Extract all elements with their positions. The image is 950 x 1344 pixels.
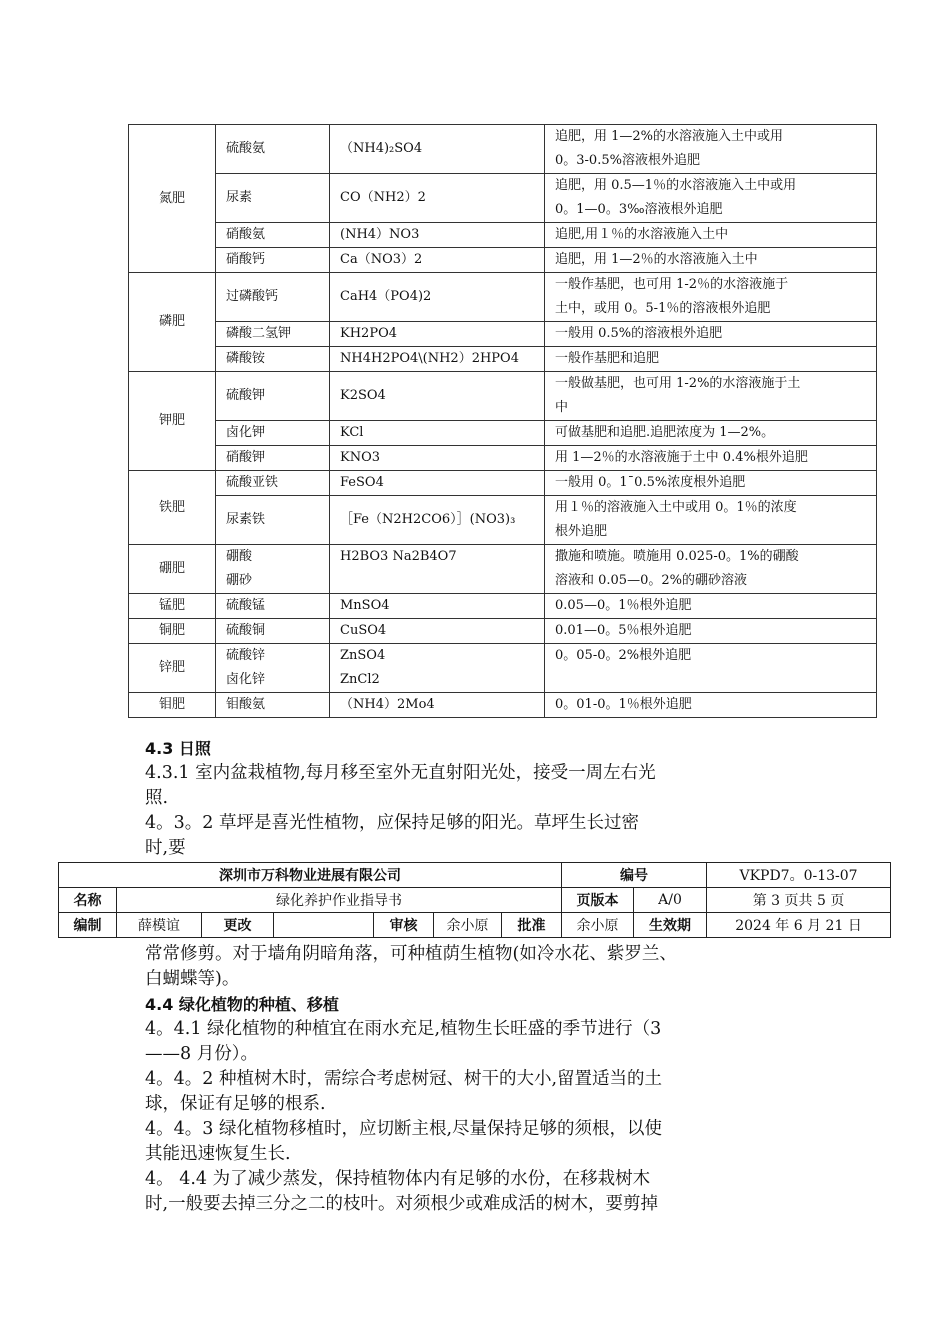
usage-description: 追肥,用１％的水溶液施入土中 — [545, 223, 877, 248]
change-label: 更改 — [202, 913, 274, 938]
review-label: 审核 — [374, 913, 434, 938]
paragraph-4-4-2: 4。4。2 种植树木时，需综合考虑树冠、树干的大小,留置适当的土 球，保证有足够的根系. — [145, 1069, 663, 1114]
usage-description: 一般做基肥，也可用 1-2%的水溶液施于土 中 — [545, 372, 877, 421]
fertilizer-name: 硫酸铜 — [216, 619, 330, 644]
chemical-formula: ［Fe（N2H2CO6）］(NO3)₃ — [330, 496, 545, 545]
chemical-formula: （NH4)₂SO4 — [330, 125, 545, 174]
chemical-formula: NH4H2PO4\(NH2）2HPO4 — [330, 347, 545, 372]
effective-label: 生效期 — [634, 913, 707, 938]
paragraph-4-4-3: 4。4。3 绿化植物移植时，应切断主根,尽量保持足够的须根，以使 其能迅速恢复生长. — [145, 1119, 663, 1164]
fertilizer-category: 磷肥 — [129, 273, 216, 372]
usage-description: 用１％的溶液施入土中或用 0。1％的浓度 根外追肥 — [545, 496, 877, 545]
table-row — [129, 594, 877, 619]
fertilizer-name: 硝酸钾 — [216, 446, 330, 471]
document-name: 绿化养护作业指导书 — [117, 888, 562, 913]
table-row — [129, 248, 877, 273]
usage-description: 一般用 0.5%的溶液根外追肥 — [545, 322, 877, 347]
fertilizer-name: 硼酸 硼砂 — [216, 545, 330, 594]
fertilizer-name: 硝酸钙 — [216, 248, 330, 273]
section-4-3 — [145, 736, 815, 861]
table-row — [129, 125, 877, 174]
fertilizer-name: 硝酸氨 — [216, 223, 330, 248]
fertilizer-name: 硫酸氨 — [216, 125, 330, 174]
fertilizer-table — [128, 124, 877, 718]
chemical-formula: CuSO4 — [330, 619, 545, 644]
usage-description: 一般用 0。1¯0.5%浓度根外追肥 — [545, 471, 877, 496]
paragraph-4-3-1: 4.3.1 室内盆栽植物,每月移至室外无直射阳光处，接受一周左右光 照. — [145, 763, 656, 808]
chemical-formula: MnSO4 — [330, 594, 545, 619]
section-4-4-heading: 4.4 绿化植物的种植、移植 — [145, 995, 339, 1014]
usage-description: 一般作基肥和追肥 — [545, 347, 877, 372]
table-row — [129, 347, 877, 372]
usage-description: 一般作基肥，也可用 1-2％的水溶液施于 土中，或用 0。5-1％的溶液根外追肥 — [545, 273, 877, 322]
fertilizer-name: 过磷酸钙 — [216, 273, 330, 322]
fertilizer-category: 氮肥 — [129, 125, 216, 273]
table-row — [129, 174, 877, 223]
effective-date: 2024 年 6 月 21 日 — [707, 913, 891, 938]
table-row — [129, 322, 877, 347]
table-row — [129, 273, 877, 322]
fertilizer-name: 硫酸锰 — [216, 594, 330, 619]
fertilizer-name: 硫酸钾 — [216, 372, 330, 421]
document-code: VKPD7。0-13-07 — [707, 863, 891, 888]
fertilizer-category: 铁肥 — [129, 471, 216, 545]
usage-description: 0.05—0。1％根外追肥 — [545, 594, 877, 619]
version-value: A/0 — [634, 888, 707, 913]
usage-description: 0。01-0。1％根外追肥 — [545, 693, 877, 718]
change-value — [274, 913, 374, 938]
usage-description: 0。05-0。2%根外追肥 — [545, 644, 877, 693]
fertilizer-name: 磷酸二氢钾 — [216, 322, 330, 347]
document-header-table — [58, 862, 891, 938]
author-value: 薛模谊 — [117, 913, 202, 938]
name-label: 名称 — [59, 888, 117, 913]
table-row — [129, 693, 877, 718]
chemical-formula: ZnSO4 ZnCl2 — [330, 644, 545, 693]
fertilizer-category: 钾肥 — [129, 372, 216, 471]
table-row — [129, 545, 877, 594]
chemical-formula: CaH4（PO4)2 — [330, 273, 545, 322]
usage-description: 追肥，用 0.5—1％的水溶液施入土中或用 0。1—0。3‰溶液根外追肥 — [545, 174, 877, 223]
chemical-formula: (NH4）NO3 — [330, 223, 545, 248]
fertilizer-category: 铜肥 — [129, 619, 216, 644]
usage-description: 用 1—2％的水溶液施于土中 0.4%根外追肥 — [545, 446, 877, 471]
chemical-formula: H2BO3 Na2B4O7 — [330, 545, 545, 594]
main-text — [145, 942, 815, 1217]
approve-label: 批准 — [502, 913, 562, 938]
usage-description: 追肥，用 1—2%的水溶液施入土中或用 0。3-0.5%溶液根外追肥 — [545, 125, 877, 174]
code-label: 编号 — [562, 863, 707, 888]
table-row — [129, 644, 877, 693]
fertilizer-category: 锰肥 — [129, 594, 216, 619]
fertilizer-category: 锌肥 — [129, 644, 216, 693]
table-row — [129, 446, 877, 471]
version-label: 页版本 — [562, 888, 634, 913]
section-4-3-heading: 4.3 日照 — [145, 739, 211, 758]
chemical-formula: KCl — [330, 421, 545, 446]
table-row — [129, 471, 877, 496]
chemical-formula: FeSO4 — [330, 471, 545, 496]
page-indicator: 第 3 页共 5 页 — [707, 888, 891, 913]
chemical-formula: （NH4）2Mo4 — [330, 693, 545, 718]
usage-description: 可做基肥和追肥.追肥浓度为 1—2%。 — [545, 421, 877, 446]
paragraph-4-4-4: 4。 4.4 为了减少蒸发，保持植物体内有足够的水份，在移栽树木 时,一般要去掉三分之二的枝叶。对须根少或难成活的树木，要剪掉 — [145, 1169, 659, 1214]
table-row — [129, 223, 877, 248]
table-row — [129, 496, 877, 545]
chemical-formula: CO（NH2）2 — [330, 174, 545, 223]
fertilizer-name: 尿素铁 — [216, 496, 330, 545]
usage-description: 追肥，用 1—2％的水溶液施入土中 — [545, 248, 877, 273]
table-row — [129, 372, 877, 421]
chemical-formula: Ca（NO3）2 — [330, 248, 545, 273]
fertilizer-name: 硫酸亚铁 — [216, 471, 330, 496]
usage-description: 0.01—0。5％根外追肥 — [545, 619, 877, 644]
reviewer-value: 余小原 — [434, 913, 502, 938]
usage-description: 撒施和喷施。喷施用 0.025-0。1%的硼酸 溶液和 0.05—0。2%的硼砂溶液 — [545, 545, 877, 594]
chemical-formula: KNO3 — [330, 446, 545, 471]
chemical-formula: KH2PO4 — [330, 322, 545, 347]
paragraph-4-4-1: 4。4.1 绿化植物的种植宜在雨水充足,植物生长旺盛的季节进行（3 ——8 月份）。 — [145, 1019, 662, 1064]
author-label: 编制 — [59, 913, 117, 938]
fertilizer-name: 钼酸氨 — [216, 693, 330, 718]
chemical-formula: K2SO4 — [330, 372, 545, 421]
fertilizer-name: 尿素 — [216, 174, 330, 223]
table-row — [129, 619, 877, 644]
approver-value: 余小原 — [562, 913, 634, 938]
continuation-paragraph: 常常修剪。对于墙角阴暗角落，可种植荫生植物(如冷水花、紫罗兰、 白蝴蝶等)。 — [145, 944, 677, 989]
fertilizer-category: 钼肥 — [129, 693, 216, 718]
fertilizer-category: 硼肥 — [129, 545, 216, 594]
paragraph-4-3-2: 4。3。2 草坪是喜光性植物，应保持足够的阳光。草坪生长过密 时,要 — [145, 813, 639, 858]
fertilizer-name: 卤化钾 — [216, 421, 330, 446]
fertilizer-name: 硫酸锌 卤化锌 — [216, 644, 330, 693]
fertilizer-name: 磷酸铵 — [216, 347, 330, 372]
company-name: 深圳市万科物业进展有限公司 — [59, 863, 562, 888]
table-row — [129, 421, 877, 446]
